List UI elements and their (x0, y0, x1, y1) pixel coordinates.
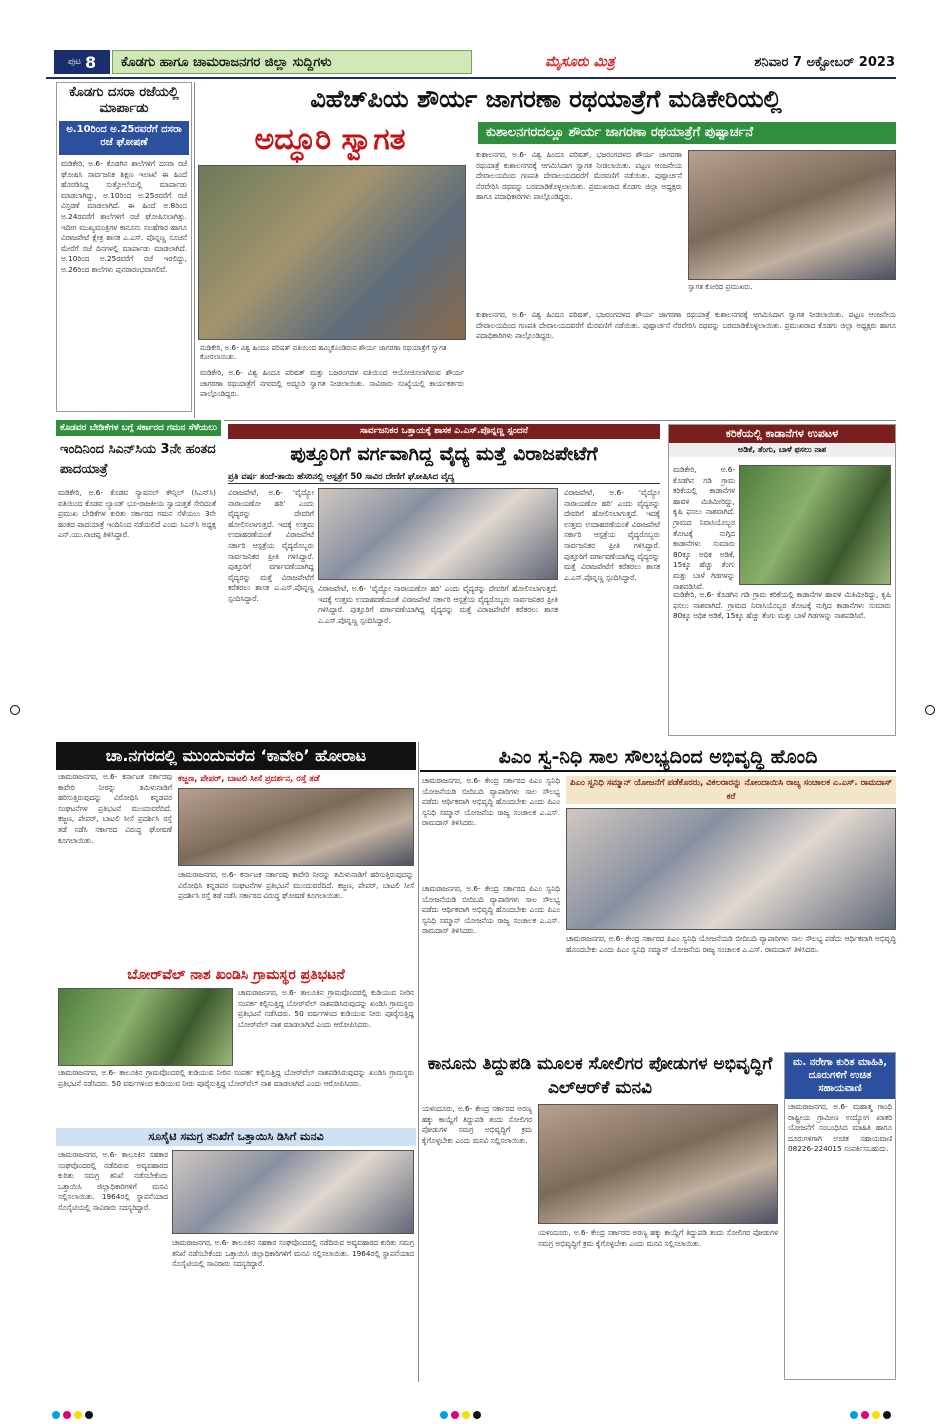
section-title: ಕೊಡಗು ಹಾಗೂ ಚಾಮರಾಜನಗರ ಜಿಲ್ಲಾ ಸುದ್ದಿಗಳು (112, 50, 472, 74)
soligar-headline: ಕಾನೂನು ತಿದ್ದುಪಡಿ ಮೂಲಕ ಸೋಲಿಗರ ಪೋಡುಗಳ ಅಭಿವೃದ್ಧಿಗೆ ಎಲ್‌ಆರ್‌ಕೆ ಮನವಿ (427, 1054, 773, 1098)
dasara-body: ಮಡಿಕೇರಿ, ಅ.6- ಕೊಡಗಿನ ಶಾಲೆಗಳಿಗೆ ದಸರಾ ರಜೆ ಘೋಷಿಸಿ ಸಾರ್ವಜನಿಕ ಶಿಕ್ಷಣ ಇಲಾಖೆ ಈ ಹಿಂದೆ ಹೊರಡಿಸಿದ್ದ ಸುತ್ತೋಲೆಯಲ್ಲಿ ಮಾರ್ಪಾಡು ಮಾಡಲಾಗಿದ್ದು, ಅ.10ರಿಂದ ಅ.25ರವರೆಗೆ ರಜೆ ವಿಸ್ತರಣೆ ಮಾಡಲಾಗಿದೆ. ಈ ಹಿಂದೆ ಅ.8ರಿಂದ ಅ.24ರವರೆಗೆ ಶಾಲೆಗಳಿಗೆ ರಜೆ ಘೋಷಿಸಲಾಗಿತ್ತು. ಇದೀಗ ಮುಖ್ಯಮಂತ್ರಿಗಳ ಕಾನೂನು ಸಲಹೆಗಾರ ಹಾಗೂ ವಿರಾಜಪೇಟೆ ಕ್ಷೇತ್ರ ಶಾಸಕ ಎ.ಎಸ್. ಪೊನ್ನಣ್ಣ ಸೂಚನೆ ಮೇರೆಗೆ ರಜೆ ದಿನಗಳಲ್ಲಿ ಮಾರ್ಪಾಡು ಮಾಡಲಾಗಿದೆ. ಅ.10ರಿಂದ ಅ.25ರವರೆಗೆ ರಜೆ ಇರಲಿದ್ದು, ಅ.26ರಿಂದ ಶಾಲೆಗಳು ಪುನರಾರಂಭವಾಗಲಿವೆ. (61, 159, 187, 274)
elephant-sub: ಅಡಿಕೆ, ತೆಂಗು, ಬಾಳೆ ಫಸಲು ನಾಶ (669, 443, 895, 457)
cauvery-sub: ಕಜ್ಜಣ, ಪೇಪರ್, ಬಾಟಲಿ ಸೀಸೆ ಪ್ರದರ್ಶನ, ರಸ್ತೆ ತಡೆ (178, 774, 320, 784)
cnc-title: ಇಂದಿನಿಂದ ಸಿಎನ್‌ಸಿಯ 3ನೇ ಹಂತದ ಪಾದಯಾತ್ರೆ (60, 442, 216, 477)
doctor-body-3: ವಿರಾಜಪೇಟೆ, ಅ.6- ‘ವೈದ್ಯೋ ನಾರಾಯಣೋ ಹರಿ’ ಎಂದು ವೈದ್ಯರನ್ನು ದೇವರಿಗೆ ಹೋಲಿಸಲಾಗುತ್ತದೆ. ಇದಕ್ಕೆ ಉತ್ತಮ ಉದಾಹರಣೆಯಂತೆ ವಿರಾಜಪೇಟೆ ಸರ್ಕಾರಿ ಆಸ್ಪತ್ರೆಯ ವೈದ್ಯರೊಬ್ಬರು ಸಾರ್ವಜನಿಕರ ಪ್ರೀತಿ ಗಳಿಸಿದ್ದಾರೆ. ಪುತ್ತೂರಿಗೆ ವರ್ಗಾವಣೆಯಾಗಿದ್ದ ವೈದ್ಯರನ್ನು ಮತ್ತೆ ವಿರಾಜಪೇಟೆಗೆ ಕರೆತರಲು ಶಾಸಕ ಎ.ಎಸ್.ಪೊನ್ನಣ್ಣ ಸ್ಪಂದಿಸಿದ್ದಾರೆ. (564, 488, 660, 582)
dc-photo (172, 1150, 414, 1234)
doctor-photo (318, 488, 558, 580)
elephant-box (668, 424, 896, 736)
doctor-sub: ಪ್ರತಿ ವರ್ಷ ತಂದೆ-ತಾಯಿ ಹೆಸರಿನಲ್ಲಿ ಆಸ್ಪತ್ರೆಗೆ 50 ಸಾವಿರ ದೇಣಿಗೆ ಘೋಷಿಸಿದ ವೈದ್ಯ (228, 470, 660, 484)
elephant-body: ಮಡಿಕೇರಿ, ಅ.6- ಕೊಡಗಿನ ಗಡಿ ಗ್ರಾಮ ಕರಿಕೆಯಲ್ಲಿ ಕಾಡಾನೆಗಳ ಹಾವಳಿ ಮಿತಿಮೀರಿದ್ದು, ಕೃಷಿ ಫಸಲು ನಾಶವಾಗಿದೆ. ಗ್ರಾಮದ ನಿವಾಸಿಯೊಬ್ಬರ ತೋಟಕ್ಕೆ ನುಗ್ಗಿದ ಕಾಡಾನೆಗಳು ಸುಮಾರು 80ಕ್ಕೂ ಅಧಿಕ ಅಡಿಕೆ, 15ಕ್ಕೂ ಹೆಚ್ಚು ತೆಂಗು ಮತ್ತು ಬಾಳೆ ಗಿಡಗಳನ್ನು ನಾಶಪಡಿಸಿವೆ. (673, 590, 891, 621)
dc-body-1: ಚಾಮರಾಜನಗರ, ಅ.6- ತಾಲೂಕಿನ ಸಹಕಾರ ಸಂಘವೊಂದರಲ್ಲಿ ನಡೆದಿರುವ ಅವ್ಯವಹಾರದ ಕುರಿತು ಸಮಗ್ರ ತನಿಖೆ ನಡೆಸಬೇಕೆಂದು ಒತ್ತಾಯಿಸಿ ಜಿಲ್ಲಾಧಿಕಾರಿಗಳಿಗೆ ಮನವಿ ಸಲ್ಲಿಸಲಾಯಿತು. 1964ರಲ್ಲಿ ಸ್ಥಾಪನೆಯಾದ ಸೊಸೈಟಿಯಲ್ಲಿ ಸಾವಿರಾರು ಸದಸ್ಯರಿದ್ದಾರೆ. (58, 1150, 168, 1212)
helpline-body: ಚಾಮರಾಜನಗರ, ಅ.6- ಮಹಾತ್ಮ ಗಾಂಧಿ ರಾಷ್ಟ್ರೀಯ ಗ್ರಾಮೀಣ ಉದ್ಯೋಗ ಖಾತರಿ ಯೋಜನೆಗೆ ಸಂಬಂಧಿಸಿದ ಮಾಹಿತಿ ಹಾಗೂ ದೂರುಗಳಿಗಾಗಿ ಉಚಿತ ಸಹಾಯವಾಣಿ 08226-224015 ಸಂಪರ್ಕಿಸಬಹುದು. (788, 1102, 892, 1154)
registration-mark (925, 705, 935, 715)
kushalnagar-caption: ಸ್ವಾಗತ ಕೋರಿದ ಪ್ರಮುಖರು. (688, 283, 753, 291)
page-label: ಪುಟ (67, 57, 82, 67)
dasara-subtitle: ಅ.10ರಿಂದ ಅ.25ರವರೆಗೆ ದಸರಾ ರಜೆ ಘೋಷಣೆ (59, 121, 189, 155)
column-divider (194, 82, 195, 418)
borewell-photo (58, 988, 233, 1066)
paper-name: ಮೈಸೂರು ಮಿತ್ರ (545, 54, 615, 70)
cauvery-body-right: ಚಾಮರಾಜನಗರ, ಅ.6- ಕರ್ನಾಟಕ ಸರ್ಕಾರವು ಕಾವೇರಿ ನೀರನ್ನು ತಮಿಳುನಾಡಿಗೆ ಹರಿಸುತ್ತಿರುವುದನ್ನು ವಿರೋಧಿಸಿ ಕನ್ನಡಪರ ಸಂಘಟನೆಗಳ ಪ್ರತಿಭಟನೆ ಮುಂದುವರೆದಿದೆ. ಕಜ್ಜಣ, ಪೇಪರ್, ಬಾಟಲಿ ಸೀಸೆ ಪ್ರದರ್ಶಿಸಿ ರಸ್ತೆ ತಡೆ ನಡೆಸಿ ಸರ್ಕಾರದ ವಿರುದ್ಧ ಘೋಷಣೆ ಕೂಗಲಾಯಿತು. (178, 870, 414, 901)
svanidhi-body-1: ಚಾಮರಾಜನಗರ, ಅ.6- ಕೇಂದ್ರ ಸರ್ಕಾರದ ಪಿಎಂ ಸ್ವನಿಧಿ ಯೋಜನೆಯಡಿ ಬೀದಿಬದಿ ವ್ಯಾಪಾರಿಗಳು ಸಾಲ ಸೌಲಭ್ಯ ಪಡೆದು ಆರ್ಥಿಕವಾಗಿ ಅಭಿವೃದ್ಧಿ ಹೊಂದಬೇಕು ಎಂದು ಪಿಎಂ ಸ್ವನಿಧಿ ಸಮ್ಮಾನ್ ಯೋಜನೆಯ ರಾಜ್ಯ ಸಂಚಾಲಕ ಎ.ಎಸ್. ರಾಮದಾಸ್ ತಿಳಿಸಿದರು. (422, 776, 560, 828)
column-divider (418, 742, 419, 1382)
dasara-title: ಕೊಡಗು ದಸರಾ ರಜೆಯಲ್ಲಿ ಮಾರ್ಪಾಡು (69, 85, 179, 116)
cmyk-color-bar (52, 1404, 96, 1423)
divider (224, 420, 896, 421)
cauvery-headline: ಚಾ.ನಗರದಲ್ಲಿ ಮುಂದುವರೆದ ‘ಕಾವೇರಿ’ ಹೋರಾಟ (56, 742, 416, 770)
doctor-body-2: ವಿರಾಜಪೇಟೆ, ಅ.6- ‘ವೈದ್ಯೋ ನಾರಾಯಣೋ ಹರಿ’ ಎಂದು ವೈದ್ಯರನ್ನು ದೇವರಿಗೆ ಹೋಲಿಸಲಾಗುತ್ತದೆ. ಇದಕ್ಕೆ ಉತ್ತಮ ಉದಾಹರಣೆಯಂತೆ ವಿರಾಜಪೇಟೆ ಸರ್ಕಾರಿ ಆಸ್ಪತ್ರೆಯ ವೈದ್ಯರೊಬ್ಬರು ಸಾರ್ವಜನಿಕರ ಪ್ರೀತಿ ಗಳಿಸಿದ್ದಾರೆ. ಪುತ್ತೂರಿಗೆ ವರ್ಗಾವಣೆಯಾಗಿದ್ದ ವೈದ್ಯರನ್ನು ಮತ್ತೆ ವಿರಾಜಪೇಟೆಗೆ ಕರೆತರಲು ಶಾಸಕ ಎ.ಎಸ್.ಪೊನ್ನಣ್ಣ ಸ್ಪಂದಿಸಿದ್ದಾರೆ. (318, 584, 558, 625)
main-body-right: ಕುಶಾಲನಗರ, ಅ.6- ವಿಶ್ವ ಹಿಂದೂ ಪರಿಷತ್, ಭಜರಂಗದಳದ ಶೌರ್ಯ ಜಾಗರಣಾ ರಥಯಾತ್ರೆ ಕುಶಾಲನಗರಕ್ಕೆ ಆಗಮಿಸಿದಾಗ ಸ್ವಾಗತ ನೀಡಲಾಯಿತು. ಪಟ್ಟಣ ಆಂಜನೇಯ ದೇವಾಲಯದಿಂದ ಗಣಪತಿ ದೇವಾಲಯದವರೆಗೆ ಮೆರವಣಿಗೆ ನಡೆಯಿತು. ಪುಷ್ಪಾರ್ಚನೆ ನೆರವೇರಿಸಿ ರಥವನ್ನು ಬರಮಾಡಿಕೊಳ್ಳಲಾಯಿತು. ಪ್ರಮುಖರಾದ ಕೊಡಗು ಜಿಲ್ಲಾ ಅಧ್ಯಕ್ಷರು ಹಾಗೂ ಪದಾಧಿಕಾರಿಗಳು ಪಾಲ್ಗೊಂಡಿದ್ದರು. (476, 310, 896, 341)
header-rule (46, 77, 896, 79)
registration-mark (10, 705, 20, 715)
soligar-body-1: ಯಳಂದೂರು, ಅ.6- ಕೇಂದ್ರ ಸರ್ಕಾರದ ಅರಣ್ಯ ಹಕ್ಕು ಕಾಯ್ದೆಗೆ ತಿದ್ದುಪಡಿ ತಂದು ಸೋಲಿಗರ ಪೋಡುಗಳ ಸಮಗ್ರ ಅಭಿವೃದ್ಧಿಗೆ ಕ್ರಮ ಕೈಗೊಳ್ಳಬೇಕು ಎಂದು ಮನವಿ ಸಲ್ಲಿಸಲಾಯಿತು. (422, 1104, 532, 1145)
svanidhi-body-2: ಚಾಮರಾಜನಗರ, ಅ.6- ಕೇಂದ್ರ ಸರ್ಕಾರದ ಪಿಎಂ ಸ್ವನಿಧಿ ಯೋಜನೆಯಡಿ ಬೀದಿಬದಿ ವ್ಯಾಪಾರಿಗಳು ಸಾಲ ಸೌಲಭ್ಯ ಪಡೆದು ಆರ್ಥಿಕವಾಗಿ ಅಭಿವೃದ್ಧಿ ಹೊಂದಬೇಕು ಎಂದು ಪಿಎಂ ಸ್ವನಿಧಿ ಸಮ್ಮಾನ್ ಯೋಜನೆಯ ರಾಜ್ಯ ಸಂಚಾಲಕ ಎ.ಎಸ್. ರಾಮದಾಸ್ ತಿಳಿಸಿದರು. (422, 884, 560, 936)
doctor-body-1: ವಿರಾಜಪೇಟೆ, ಅ.6- ‘ವೈದ್ಯೋ ನಾರಾಯಣೋ ಹರಿ’ ಎಂದು ವೈದ್ಯರನ್ನು ದೇವರಿಗೆ ಹೋಲಿಸಲಾಗುತ್ತದೆ. ಇದಕ್ಕೆ ಉತ್ತಮ ಉದಾಹರಣೆಯಂತೆ ವಿರಾಜಪೇಟೆ ಸರ್ಕಾರಿ ಆಸ್ಪತ್ರೆಯ ವೈದ್ಯರೊಬ್ಬರು ಸಾರ್ವಜನಿಕರ ಪ್ರೀತಿ ಗಳಿಸಿದ್ದಾರೆ. ಪುತ್ತೂರಿಗೆ ವರ್ಗಾವಣೆಯಾಗಿದ್ದ ವೈದ್ಯರನ್ನು ಮತ್ತೆ ವಿರಾಜಪೇಟೆಗೆ ಕರೆತರಲು ಶಾಸಕ ಎ.ಎಸ್.ಪೊನ್ನಣ್ಣ ಸ್ಪಂದಿಸಿದ್ದಾರೆ. (228, 488, 314, 603)
kushalnagar-photo (688, 150, 896, 280)
svanidhi-headline: ಪಿಎಂ ಸ್ವ-ನಿಧಿ ಸಾಲ ಸೌಲಭ್ಯದಿಂದ ಅಭಿವೃದ್ಧಿ ಹೊಂದಿ (420, 742, 896, 772)
soligar-photo (538, 1104, 778, 1224)
kushalnagar-subhead: ಕುಶಾಲನಗರದಲ್ಲೂ ಶೌರ್ಯ ಜಾಗರಣಾ ರಥಯಾತ್ರೆಗೆ ಪುಷ್ಪಾರ್ಚನೆ (478, 122, 896, 144)
dc-headline: ಸೂಸೈಟಿ ಸಮಗ್ರ ತನಿಖೆಗೆ ಒತ್ತಾಯಿಸಿ ಡಿಸಿಗೆ ಮನವಿ (56, 1128, 416, 1146)
elephant-photo (739, 465, 891, 585)
dc-body-2: ಚಾಮರಾಜನಗರ, ಅ.6- ತಾಲೂಕಿನ ಸಹಕಾರ ಸಂಘವೊಂದರಲ್ಲಿ ನಡೆದಿರುವ ಅವ್ಯವಹಾರದ ಕುರಿತು ಸಮಗ್ರ ತನಿಖೆ ನಡೆಸಬೇಕೆಂದು ಒತ್ತಾಯಿಸಿ ಜಿಲ್ಲಾಧಿಕಾರಿಗಳಿಗೆ ಮನವಿ ಸಲ್ಲಿಸಲಾಯಿತು. 1964ರಲ್ಲಿ ಸ್ಥಾಪನೆಯಾದ ಸೊಸೈಟಿಯಲ್ಲಿ ಸಾವಿರಾರು ಸದಸ್ಯರಿದ್ದಾರೆ. (172, 1238, 414, 1269)
page-number: 8 (85, 52, 97, 72)
borewell-body-1: ಚಾಮರಾಜನಗರ, ಅ.6- ತಾಲೂಕಿನ ಗ್ರಾಮವೊಂದರಲ್ಲಿ ಕುಡಿಯುವ ನೀರಿನ ಸಂಪರ್ಕ ಕಲ್ಪಿಸುತ್ತಿದ್ದ ಬೋರ್‌ವೆಲ್ ನಾಶಪಡಿಸಿರುವುದನ್ನು ಖಂಡಿಸಿ ಗ್ರಾಮಸ್ಥರು ಪ್ರತಿಭಟನೆ ನಡೆಸಿದರು. 50 ವರ್ಷಗಳಿಂದ ಕುಡಿಯುವ ನೀರು ಪೂರೈಸುತ್ತಿದ್ದ ಬೋರ್‌ವೆಲ್ ನಾಶ ಮಾಡಲಾಗಿದೆ ಎಂದು ಆರೋಪಿಸಿದರು. (238, 988, 414, 1029)
welcome-headline: ಅದ್ಧೂರಿ ಸ್ವಾಗತ (254, 122, 406, 157)
cauvery-photo (178, 788, 414, 866)
borewell-headline: ಬೋರ್‌ವೆಲ್ ನಾಶ ಖಂಡಿಸಿ ಗ್ರಾಮಸ್ಥರ ಪ್ರತಿಭಟನೆ (127, 967, 345, 983)
cnc-body: ಮಡಿಕೇರಿ, ಅ.6- ಕೊಡವ ನ್ಯಾಷನಲ್ ಕೌನ್ಸಿಲ್ (ಸಿಎನ್‌ಸಿ) ವತಿಯಿಂದ ಕೊಡವ ಲ್ಯಾಂಡ್ ಭೂ-ರಾಜಕೀಯ ಸ್ವಾಯತ್ತತೆ ಸೇರಿದಂತೆ ಪ್ರಮುಖ ಬೇಡಿಕೆಗಳ ಕುರಿತು ಸರ್ಕಾರದ ಗಮನ ಸೆಳೆಯಲು 3ನೇ ಹಂತದ ಪಾದಯಾತ್ರೆ ಇಂದಿನಿಂದ ನಡೆಯಲಿದೆ ಎಂದು ಸಿಎನ್‌ಸಿ ಅಧ್ಯಕ್ಷ ಎನ್.ಯು.ನಾಚಪ್ಪ ತಿಳಿಸಿದ್ದಾರೆ. (58, 488, 216, 540)
rathayatra-photo (198, 165, 466, 340)
elephant-body-side: ಮಡಿಕೇರಿ, ಅ.6- ಕೊಡಗಿನ ಗಡಿ ಗ್ರಾಮ ಕರಿಕೆಯಲ್ಲಿ ಕಾಡಾನೆಗಳ ಹಾವಳಿ ಮಿತಿಮೀರಿದ್ದು, ಕೃಷಿ ಫಸಲು ನಾಶವಾಗಿದೆ. ಗ್ರಾಮದ ನಿವಾಸಿಯೊಬ್ಬರ ತೋಟಕ್ಕೆ ನುಗ್ಗಿದ ಕಾಡಾನೆಗಳು ಸುಮಾರು 80ಕ್ಕೂ ಅಧಿಕ ಅಡಿಕೆ, 15ಕ್ಕೂ ಹೆಚ್ಚು ತೆಂಗು ಮತ್ತು ಬಾಳೆ ಗಿಡಗಳನ್ನು ನಾಶಪಡಿಸಿವೆ. (673, 465, 735, 591)
cauvery-body-left: ಚಾಮರಾಜನಗರ, ಅ.6- ಕರ್ನಾಟಕ ಸರ್ಕಾರವು ಕಾವೇರಿ ನೀರನ್ನು ತಮಿಳುನಾಡಿಗೆ ಹರಿಸುತ್ತಿರುವುದನ್ನು ವಿರೋಧಿಸಿ ಕನ್ನಡಪರ ಸಂಘಟನೆಗಳ ಪ್ರತಿಭಟನೆ ಮುಂದುವರೆದಿದೆ. ಕಜ್ಜಣ, ಪೇಪರ್, ಬಾಟಲಿ ಸೀಸೆ ಪ್ರದರ್ಶಿಸಿ ರಸ್ತೆ ತಡೆ ನಡೆಸಿ ಸರ್ಕಾರದ ವಿರುದ್ಧ ಘೋಷಣೆ ಕೂಗಲಾಯಿತು. (58, 772, 172, 845)
helpline-headline: ಮ. ನರೇಗಾ ಕುರಿತ ಮಾಹಿತಿ, ದೂರುಗಳಿಗೆ ಉಚಿತ ಸಹಾಯವಾಣಿ (785, 1053, 895, 1099)
doctor-tag: ಸಾರ್ವಜನಿಕರ ಒತ್ತಾಯಕ್ಕೆ ಶಾಸಕ ಎ.ಎಸ್.ಪೊನ್ನಣ್ಣ ಸ್ಪಂದನೆ (228, 424, 660, 439)
paper-date: ಶನಿವಾರ 7 ಅಕ್ಟೋಬರ್ 2023 (754, 54, 895, 70)
svanidhi-body-3: ಚಾಮರಾಜನಗರ, ಅ.6- ಕೇಂದ್ರ ಸರ್ಕಾರದ ಪಿಎಂ ಸ್ವನಿಧಿ ಯೋಜನೆಯಡಿ ಬೀದಿಬದಿ ವ್ಯಾಪಾರಿಗಳು ಸಾಲ ಸೌಲಭ್ಯ ಪಡೆದು ಆರ್ಥಿಕವಾಗಿ ಅಭಿವೃದ್ಧಿ ಹೊಂದಬೇಕು ಎಂದು ಪಿಎಂ ಸ್ವನಿಧಿ ಸಮ್ಮಾನ್ ಯೋಜನೆಯ ರಾಜ್ಯ ಸಂಚಾಲಕ ಎ.ಎಸ್. ರಾಮದಾಸ್ ತಿಳಿಸಿದರು. (566, 934, 896, 954)
kodava-strip: ಕೊಡವರ ಬೇಡಿಕೆಗಳ ಬಗ್ಗೆ ಸರ್ಕಾರದ ಗಮನ ಸೆಳೆಯಲು (56, 420, 221, 436)
borewell-body-2: ಚಾಮರಾಜನಗರ, ಅ.6- ತಾಲೂಕಿನ ಗ್ರಾಮವೊಂದರಲ್ಲಿ ಕುಡಿಯುವ ನೀರಿನ ಸಂಪರ್ಕ ಕಲ್ಪಿಸುತ್ತಿದ್ದ ಬೋರ್‌ವೆಲ್ ನಾಶಪಡಿಸಿರುವುದನ್ನು ಖಂಡಿಸಿ ಗ್ರಾಮಸ್ಥರು ಪ್ರತಿಭಟನೆ ನಡೆಸಿದರು. 50 ವರ್ಷಗಳಿಂದ ಕುಡಿಯುವ ನೀರು ಪೂರೈಸುತ್ತಿದ್ದ ಬೋರ್‌ವೆಲ್ ನಾಶ ಮಾಡಲಾಗಿದೆ ಎಂದು ಆರೋಪಿಸಿದರು. (58, 1068, 414, 1088)
cmyk-color-bar (440, 1404, 484, 1423)
page-number-badge (54, 50, 110, 74)
dasara-box (56, 82, 192, 412)
main-headline: ವಿಹೆಚ್‌ಪಿಯ ಶೌರ್ಯ ಜಾಗರಣಾ ರಥಯಾತ್ರೆಗೆ ಮಡಿಕೇರಿಯಲ್ಲಿ (310, 85, 782, 113)
rathayatra-caption: ಮಡಿಕೇರಿ, ಅ.6- ವಿಶ್ವ ಹಿಂದೂ ಪರಿಷತ್ ವತಿಯಿಂದ ಹಮ್ಮಿಕೊಂಡಿರುವ ಶೌರ್ಯ ಜಾಗರಣಾ ರಥಯಾತ್ರೆಗೆ ಸ್ವಾಗತ ಕೋರಲಾಯಿತು. (200, 344, 447, 361)
main-body-left: ಮಡಿಕೇರಿ, ಅ.6- ವಿಶ್ವ ಹಿಂದೂ ಪರಿಷತ್ ಮತ್ತು ಬಜರಂಗದಳ ವತಿಯಿಂದ ಆಯೋಜಿಸಲಾಗಿರುವ ಶೌರ್ಯ ಜಾಗರಣಾ ರಥಯಾತ್ರೆಗೆ ನಗರದಲ್ಲಿ ಅದ್ಧೂರಿ ಸ್ವಾಗತ ನೀಡಲಾಯಿತು. ಸಾವಿರಾರು ಸಂಖ್ಯೆಯಲ್ಲಿ ಕಾರ್ಯಕರ್ತರು ಪಾಲ್ಗೊಂಡಿದ್ದರು. (200, 368, 464, 399)
svanidhi-photo (566, 808, 896, 930)
elephant-headline: ಕರಿಕೆಯಲ್ಲಿ ಕಾಡಾನೆಗಳ ಉಪಟಳ (669, 425, 895, 443)
doctor-headline: ಪುತ್ತೂರಿಗೆ ವರ್ಗವಾಗಿದ್ದ ವೈದ್ಯ ಮತ್ತೆ ವಿರಾಜಪೇಟೆಗೆ (290, 443, 598, 465)
soligar-body-2: ಯಳಂದೂರು, ಅ.6- ಕೇಂದ್ರ ಸರ್ಕಾರದ ಅರಣ್ಯ ಹಕ್ಕು ಕಾಯ್ದೆಗೆ ತಿದ್ದುಪಡಿ ತಂದು ಸೋಲಿಗರ ಪೋಡುಗಳ ಸಮಗ್ರ ಅಭಿವೃದ್ಧಿಗೆ ಕ್ರಮ ಕೈಗೊಳ್ಳಬೇಕು ಎಂದು ಮನವಿ ಸಲ್ಲಿಸಲಾಯಿತು. (538, 1228, 778, 1248)
svanidhi-sub: ಪಿಎಂ ಸ್ವನಿಧಿ ಸಮ್ಮಾನ್ ಯೋಜನೆಗೆ ಪಡೆಕೊರರು, ವಿಕಲರಾರನ್ನು ನೋಂದಾಯಿಸಿ ರಾಜ್ಯ ಸಂಚಾಲಕ ಎ.ಎಸ್. ರಾಮದಾಸ್ ಕರೆ (566, 776, 896, 804)
helpline-box (784, 1052, 896, 1380)
kushalnagar-body: ಕುಶಾಲನಗರ, ಅ.6- ವಿಶ್ವ ಹಿಂದೂ ಪರಿಷತ್, ಭಜರಂಗದಳದ ಶೌರ್ಯ ಜಾಗರಣಾ ರಥಯಾತ್ರೆ ಕುಶಾಲನಗರಕ್ಕೆ ಆಗಮಿಸಿದಾಗ ಸ್ವಾಗತ ನೀಡಲಾಯಿತು. ಪಟ್ಟಣ ಆಂಜನೇಯ ದೇವಾಲಯದಿಂದ ಗಣಪತಿ ದೇವಾಲಯದವರೆಗೆ ಮೆರವಣಿಗೆ ನಡೆಯಿತು. ಪುಷ್ಪಾರ್ಚನೆ ನೆರವೇರಿಸಿ ರಥವನ್ನು ಬರಮಾಡಿಕೊಳ್ಳಲಾಯಿತು. ಪ್ರಮುಖರಾದ ಕೊಡಗು ಜಿಲ್ಲಾ ಅಧ್ಯಕ್ಷರು ಹಾಗೂ ಪದಾಧಿಕಾರಿಗಳು ಪಾಲ್ಗೊಂಡಿದ್ದರು. (476, 150, 682, 202)
cmyk-color-bar (850, 1404, 894, 1423)
